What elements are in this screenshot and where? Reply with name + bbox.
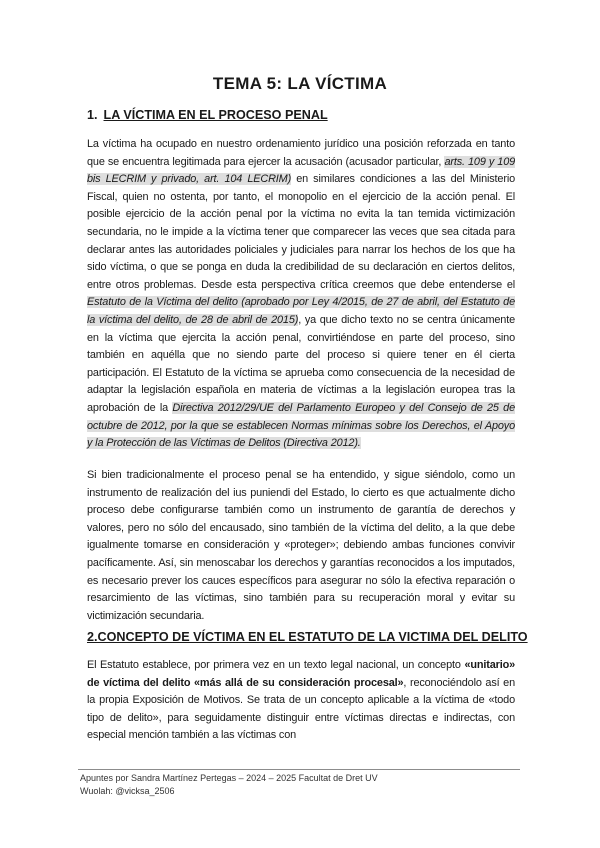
footer-divider xyxy=(78,769,520,770)
paragraph-3-text-a: El Estatuto establece, por primera vez en un texto legal nacional, un concepto xyxy=(87,659,465,671)
legal-reference-estatuto: Estatuto de la Víctima del delito (aprobado por Ley 4/2015, de 27 de abril, del Estatuto de la víctima del delito, de 28 de abril de 2015) xyxy=(87,296,515,326)
section-1-number: 1. xyxy=(87,108,98,122)
page-title: TEMA 5: LA VÍCTIMA xyxy=(212,74,388,93)
paragraph-1-text-a: La víctima ha ocupado en nuestro ordenamiento jurídico una posición reforzada en tanto que se encuentra legitimada para ejercer la acusación (acusador particular, xyxy=(87,138,515,168)
section-2-title: 2.CONCEPTO DE VÍCTIMA EN EL ESTATUTO DE LA VICTIMA DEL DELITO xyxy=(87,630,528,644)
paragraph-3-bold: «unitario» de víctima del delito «más allá de su consideración procesal» xyxy=(87,659,515,689)
footer-author: Apuntes por Sandra Martínez Pertegas – 2024 – 2025 Facultat de Dret UV xyxy=(80,773,378,783)
paragraph-1-text-b: en similares condiciones a las del Ministerio Fiscal, quien no ostenta, por tanto, el monopolio en el ejercicio de la acción penal. El posible ejercicio de la acción penal por la víctima no evita la tan temida victimización secundaria, no le impide a la víctima tener que comparecer las veces que sea citada para declarar antes las autoridades policiales y judiciales para narrar los hechos de los que ha sido víctima, o que se ponga en duda la credibilidad de su declaración en ciertos delitos, entre otros problemas. Desde esta perspectiva crítica creemos que debe entenderse el xyxy=(87,173,515,291)
legal-reference-lecrim: arts. 109 y 109 bis LECRIM y privado, art. 104 LECRIM) xyxy=(87,155,516,186)
legal-reference-directiva: Directiva 2012/29/UE del Parlamento Europeo y del Consejo de 25 de octubre de 2012, por la que se establecen Normas mínimas sobre los Derechos, el Apoyo y la Protección de las Víctimas de Delitos (Directiva 2012). xyxy=(87,401,515,450)
paragraph-1 xyxy=(87,136,515,453)
section-2-heading xyxy=(87,630,528,644)
footer-wuolah: Wuolah: @vicksa_2506 xyxy=(80,786,175,796)
paragraph-3 xyxy=(87,657,515,745)
section-1-title: LA VÍCTIMA EN EL PROCESO PENAL xyxy=(103,108,328,122)
paragraph-2: Si bien tradicionalmente el proceso penal se ha entendido, y sigue siéndolo, como un instrumento de realización del ius puniendi del Estado, lo cierto es que actualmente dicho proceso debe configurarse también como un instrumento de garantía de derechos y valores, pero no sólo del encausado, sino también de la víctima del delito, a la que debe igualmente tomarse en consideración y «proteger»; debiendo ambas funciones convivir pacíficamente. Así, sin menoscabar los derechos y garantías reconocidos a los imputados, es necesario prever los cauces específicos para asegurar no sólo la efectiva reparación o resarcimiento de las víctimas, sino también para su recuperación moral y evitar su victimización secundaria. xyxy=(87,469,515,622)
paragraph-3-text-b: , reconociéndolo así en la propia Exposición de Motivos. Se trata de un concepto aplicable a la víctima de «todo tipo de delito», para seguidamente distinguir entre víctimas directas e indirectas, con especial mención también a las víctimas con xyxy=(87,676,515,742)
section-1-heading xyxy=(87,108,328,122)
paragraph-1-text-c: , ya que dicho texto no se centra únicamente en la víctima que ejercita la acción penal, convirtiéndose en parte del proceso, sino también en aquélla que no siendo parte del proceso si quiere tener en él cierta participación. El Estatuto de la víctima se aprueba como consecuencia de la necesidad de adaptar la legislación española en materia de víctimas a la legislación europea tras la aprobación de la xyxy=(87,313,515,414)
